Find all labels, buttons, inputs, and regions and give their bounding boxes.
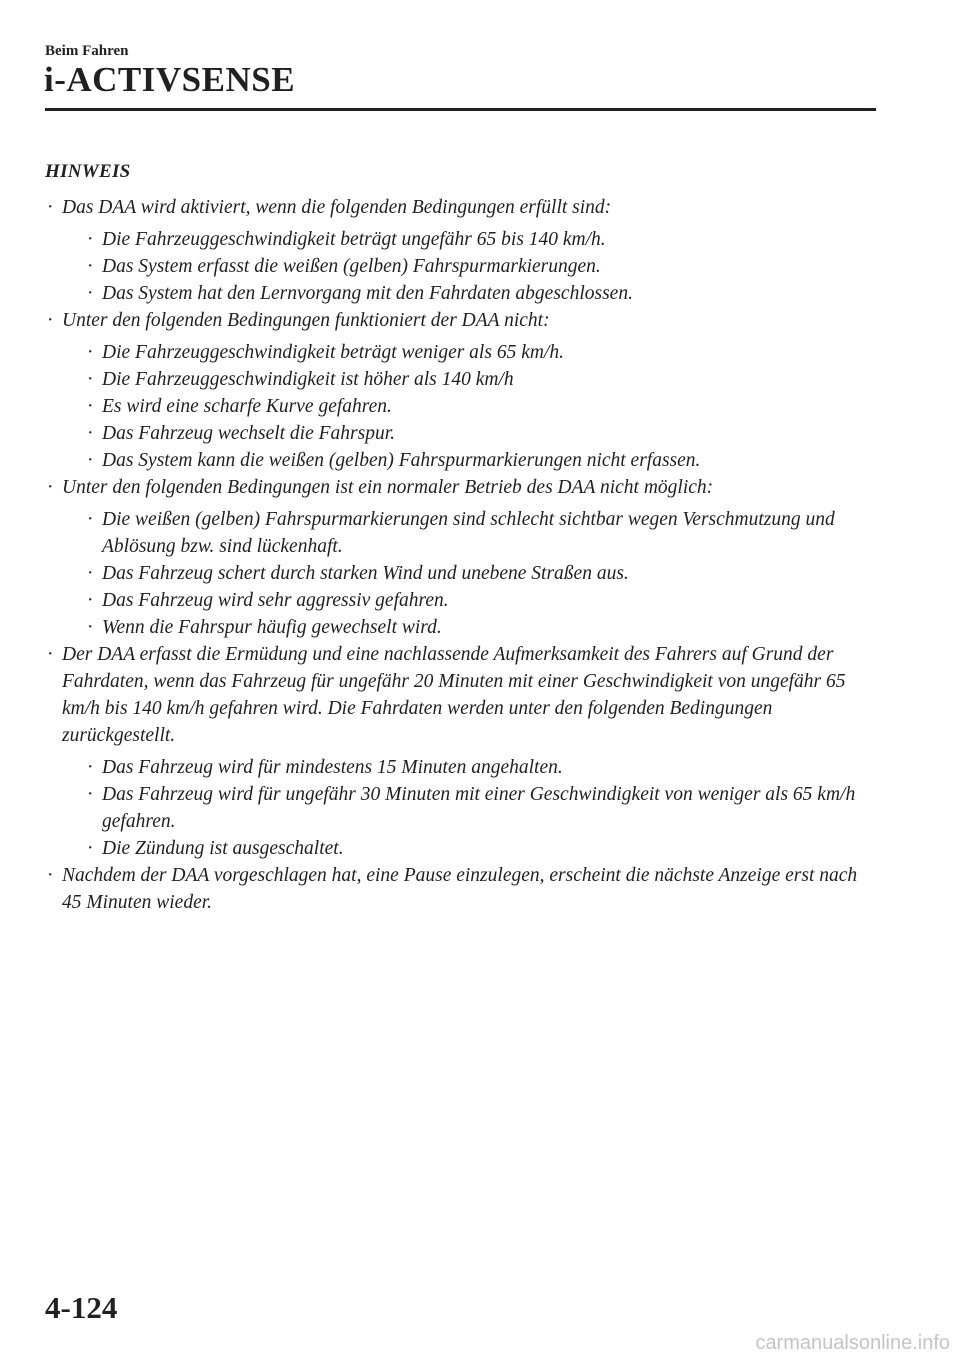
note-item [45,307,875,474]
bullet-icon: · [87,369,94,390]
sub-item [62,781,875,835]
note-item-text: Unter den folgenden Bedingungen funktioniert der DAA nicht: [62,310,550,331]
note-item [45,474,875,641]
note-item [45,194,875,307]
bullet-icon: · [47,197,54,218]
sub-item-text: Das Fahrzeug wird sehr aggressiv gefahren. [102,590,449,611]
bullet-icon: · [87,229,94,250]
bullet-icon: · [47,644,54,665]
bullet-icon: · [47,865,54,886]
sub-item-text: Das Fahrzeug wird für mindestens 15 Minuten angehalten. [102,757,563,778]
sub-list [62,339,875,474]
watermark-text: carmanualsonline.info [755,1332,950,1354]
sub-item-text: Die Zündung ist ausgeschaltet. [102,838,344,859]
sub-item [62,614,875,641]
sub-item [62,339,875,366]
bullet-icon: · [87,617,94,638]
sub-item [62,506,875,560]
sub-item-text: Die Fahrzeuggeschwindigkeit beträgt ungefähr 65 bis 140 km/h. [102,229,606,250]
bullet-icon: · [87,283,94,304]
sub-item-text: Das Fahrzeug wechselt die Fahrspur. [102,423,396,444]
sub-item [62,366,875,393]
sub-list [62,226,875,307]
note-heading: HINWEIS [45,161,131,182]
sub-item [62,253,875,280]
sub-item [62,280,875,307]
section-label: Beim Fahren [45,43,129,59]
sub-list [62,754,875,862]
sub-item-text: Die Fahrzeuggeschwindigkeit ist höher als 140 km/h [102,369,514,390]
sub-item [62,420,875,447]
note-item-text: Unter den folgenden Bedingungen ist ein normaler Betrieb des DAA nicht möglich: [62,477,714,498]
sub-item [62,393,875,420]
page-number: 4-124 [45,1290,118,1325]
bullet-icon: · [47,310,54,331]
bullet-icon: · [87,256,94,277]
sub-item [62,560,875,587]
bullet-icon: · [47,477,54,498]
bullet-icon: · [87,396,94,417]
chapter-title: i-ACTIVSENSE [44,60,296,99]
note-block [45,158,875,916]
bullet-icon: · [87,784,94,805]
sub-item-text: Es wird eine scharfe Kurve gefahren. [102,396,392,417]
bullet-icon: · [87,342,94,363]
sub-item [62,754,875,781]
sub-item [62,587,875,614]
bullet-icon: · [87,590,94,611]
note-item-text: Nachdem der DAA vorgeschlagen hat, eine Pause einzulegen, erscheint die nächste Anzeige erst nach 45 Minuten wieder. [62,865,858,913]
sub-item-text: Das System erfasst die weißen (gelben) Fahrspurmarkierungen. [102,256,601,277]
bullet-icon: · [87,509,94,530]
bullet-icon: · [87,450,94,471]
sub-item [62,447,875,474]
sub-item-text: Das Fahrzeug schert durch starken Wind und unebene Straßen aus. [102,563,629,584]
note-item [45,641,875,862]
sub-item-text: Das Fahrzeug wird für ungefähr 30 Minuten mit einer Geschwindigkeit von weniger als 65 km/h gefahren. [102,784,856,832]
note-item-text: Der DAA erfasst die Ermüdung und eine nachlassende Aufmerksamkeit des Fahrers auf Grund der Fahrdaten, wenn das Fahrzeug für ungefähr 20 Minuten mit einer Geschwindigkeit von ungefähr 65 km/h bis 140 km/h gefahren wird. Die Fahrdaten werden unter den folgenden Bedingungen zurückgestellt. [62,644,846,746]
bullet-icon: · [87,563,94,584]
bullet-icon: · [87,757,94,778]
sub-item [62,835,875,862]
bullet-icon: · [87,838,94,859]
sub-item-text: Die weißen (gelben) Fahrspurmarkierungen sind schlecht sichtbar wegen Verschmutzung und Ablösung bzw. sind lückenhaft. [102,509,835,557]
sub-item-text: Die Fahrzeuggeschwindigkeit beträgt weniger als 65 km/h. [102,342,564,363]
sub-item-text: Das System kann die weißen (gelben) Fahrspurmarkierungen nicht erfassen. [102,450,701,471]
header-rule [45,108,876,111]
sub-item-text: Wenn die Fahrspur häufig gewechselt wird. [102,617,442,638]
note-item-text: Das DAA wird aktiviert, wenn die folgenden Bedingungen erfüllt sind: [62,197,612,218]
sub-item-text: Das System hat den Lernvorgang mit den Fahrdaten abgeschlossen. [102,283,633,304]
sub-list [62,506,875,641]
bullet-icon: · [87,423,94,444]
note-item [45,862,875,916]
sub-item [62,226,875,253]
